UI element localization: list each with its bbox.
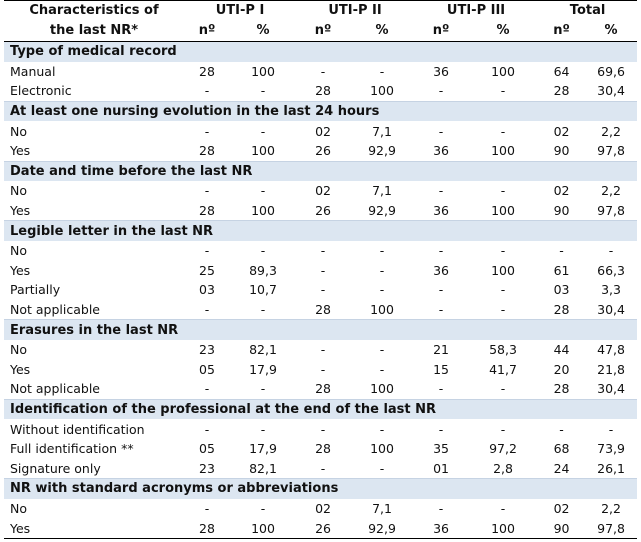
percent-cell: 97,8 bbox=[597, 143, 625, 159]
percent-cell: 82,1 bbox=[249, 460, 277, 476]
count-cell: - bbox=[559, 243, 564, 259]
section-row bbox=[4, 479, 637, 499]
percent-cell: - bbox=[608, 243, 614, 259]
count-cell: - bbox=[438, 243, 444, 259]
count-cell: - bbox=[438, 302, 444, 318]
percent-cell: - bbox=[379, 243, 385, 259]
count-cell: - bbox=[438, 123, 444, 139]
percent-cell: 7,1 bbox=[372, 500, 392, 516]
count-cell: 36 bbox=[433, 262, 449, 278]
row-label: Yes bbox=[10, 361, 31, 377]
count-cell: - bbox=[204, 302, 210, 318]
count-cell: 36 bbox=[433, 203, 449, 219]
count-cell: 36 bbox=[433, 63, 449, 79]
count-cell: 68 bbox=[553, 441, 570, 457]
percent-cell: 3,3 bbox=[601, 282, 621, 298]
row-label: No bbox=[10, 342, 27, 358]
percent-cell: - bbox=[379, 361, 385, 377]
n-header: nº bbox=[414, 21, 468, 42]
percent-cell: - bbox=[500, 183, 506, 199]
table-row bbox=[4, 518, 637, 538]
percent-cell: - bbox=[379, 282, 385, 298]
percent-cell: 100 bbox=[251, 203, 275, 219]
count-cell: 44 bbox=[553, 342, 570, 358]
section-row bbox=[4, 101, 637, 121]
percent-cell: - bbox=[260, 302, 266, 318]
percent-cell: - bbox=[260, 243, 266, 259]
table-row bbox=[4, 261, 637, 281]
count-cell: - bbox=[320, 460, 326, 476]
percent-cell: - bbox=[260, 381, 266, 397]
table-row bbox=[4, 300, 637, 320]
count-cell: 90 bbox=[553, 203, 570, 219]
percent-cell: 7,1 bbox=[372, 183, 392, 199]
results-table bbox=[4, 0, 637, 539]
row-label: No bbox=[10, 500, 27, 516]
table-row bbox=[4, 141, 637, 161]
percent-cell: 100 bbox=[251, 63, 275, 79]
table-row bbox=[4, 379, 637, 399]
count-cell: 28 bbox=[553, 302, 570, 318]
row-label: Not applicable bbox=[10, 302, 100, 318]
count-cell: - bbox=[438, 83, 444, 99]
count-cell: - bbox=[204, 123, 210, 139]
percent-cell: 92,9 bbox=[350, 518, 414, 538]
pct-header: % bbox=[585, 21, 637, 42]
percent-cell: 47,8 bbox=[597, 342, 625, 358]
count-cell: - bbox=[320, 282, 326, 298]
percent-cell: 10,7 bbox=[249, 282, 277, 298]
percent-cell: 100 bbox=[491, 262, 515, 278]
count-cell: 01 bbox=[433, 460, 449, 476]
count-cell: 02 bbox=[553, 183, 570, 199]
section-title: At least one nursing evolution in the last 24 hours bbox=[4, 101, 637, 121]
count-cell: 24 bbox=[553, 460, 570, 476]
percent-cell: 92,9 bbox=[368, 203, 396, 219]
section-title: Type of medical record bbox=[4, 42, 637, 62]
table-row bbox=[4, 280, 637, 300]
percent-cell: 100 bbox=[491, 203, 515, 219]
percent-cell: - bbox=[500, 500, 506, 516]
table-row bbox=[4, 181, 637, 201]
count-cell: 02 bbox=[553, 123, 570, 139]
percent-cell: 89,3 bbox=[249, 262, 277, 278]
count-cell: 23 bbox=[199, 460, 215, 476]
group-header-uti-p-2: UTI-P II bbox=[296, 1, 414, 22]
section-title: NR with standard acronyms or abbreviations bbox=[4, 479, 637, 499]
count-cell: - bbox=[559, 421, 564, 437]
count-cell: 28 bbox=[315, 441, 331, 457]
table-row bbox=[4, 499, 637, 519]
percent-cell: 2,2 bbox=[601, 500, 621, 516]
table-body bbox=[4, 42, 637, 539]
percent-cell: - bbox=[260, 421, 266, 437]
row-label: Partially bbox=[10, 282, 61, 298]
count-cell: 03 bbox=[553, 282, 570, 298]
percent-cell: - bbox=[260, 123, 266, 139]
section-row bbox=[4, 399, 637, 419]
percent-cell: 30,4 bbox=[597, 83, 625, 99]
pct-header: % bbox=[468, 21, 538, 42]
row-label: No bbox=[10, 243, 27, 259]
row-label: Yes bbox=[10, 203, 31, 219]
count-cell: 02 bbox=[315, 500, 331, 516]
count-cell: 28 bbox=[199, 143, 215, 159]
count-cell: 28 bbox=[315, 83, 331, 99]
percent-cell: - bbox=[379, 262, 385, 278]
percent-cell: 58,3 bbox=[489, 342, 517, 358]
percent-cell: - bbox=[500, 123, 506, 139]
percent-cell: 2,8 bbox=[493, 460, 513, 476]
characteristics-header-line2: the last NR* bbox=[4, 21, 184, 42]
count-cell: 25 bbox=[199, 262, 215, 278]
percent-cell: - bbox=[260, 500, 266, 516]
row-label: Manual bbox=[10, 63, 56, 79]
percent-cell: 100 bbox=[370, 302, 394, 318]
row-label: Not applicable bbox=[10, 381, 100, 397]
count-cell: 28 bbox=[315, 381, 331, 397]
count-cell: 26 bbox=[315, 203, 331, 219]
percent-cell: - bbox=[379, 421, 385, 437]
row-label: Without identification bbox=[10, 421, 145, 437]
percent-cell: 100 bbox=[370, 381, 394, 397]
count-cell: 61 bbox=[553, 262, 570, 278]
n-header: nº bbox=[538, 21, 585, 42]
percent-cell: 30,4 bbox=[597, 302, 625, 318]
percent-cell: - bbox=[260, 183, 266, 199]
row-label: Electronic bbox=[10, 83, 72, 99]
row-label: Yes bbox=[10, 143, 31, 159]
percent-cell: - bbox=[608, 421, 614, 437]
percent-cell: 26,1 bbox=[597, 460, 625, 476]
count-cell: 90 bbox=[538, 518, 585, 538]
percent-cell: 66,3 bbox=[597, 262, 625, 278]
count-cell: - bbox=[320, 63, 326, 79]
percent-cell: 7,1 bbox=[372, 123, 392, 139]
count-cell: 28 bbox=[315, 302, 331, 318]
row-label: Full identification ** bbox=[10, 441, 134, 457]
percent-cell: 100 bbox=[230, 518, 296, 538]
section-title: Identification of the professional at the end of the last NR bbox=[4, 399, 637, 419]
n-header: nº bbox=[296, 21, 350, 42]
count-cell: 90 bbox=[553, 143, 570, 159]
section-row bbox=[4, 320, 637, 340]
percent-cell: - bbox=[500, 83, 506, 99]
row-label: Yes bbox=[10, 262, 31, 278]
percent-cell: 100 bbox=[370, 83, 394, 99]
table-header bbox=[4, 1, 637, 42]
characteristics-header-line1: Characteristics of bbox=[4, 1, 184, 22]
percent-cell: 100 bbox=[491, 143, 515, 159]
row-label: No bbox=[10, 123, 27, 139]
count-cell: 36 bbox=[414, 518, 468, 538]
count-cell: - bbox=[438, 282, 444, 298]
pct-header: % bbox=[350, 21, 414, 42]
table-row bbox=[4, 360, 637, 380]
count-cell: - bbox=[204, 183, 210, 199]
row-label: Signature only bbox=[10, 460, 101, 476]
count-cell: - bbox=[438, 183, 444, 199]
table-row bbox=[4, 340, 637, 360]
count-cell: - bbox=[204, 500, 210, 516]
count-cell: 23 bbox=[199, 342, 215, 358]
percent-cell: - bbox=[500, 381, 506, 397]
percent-cell: 97,2 bbox=[489, 441, 517, 457]
section-title: Date and time before the last NR bbox=[4, 161, 637, 181]
count-cell: - bbox=[438, 500, 444, 516]
count-cell: 28 bbox=[553, 381, 570, 397]
section-title: Legible letter in the last NR bbox=[4, 221, 637, 241]
group-header-uti-p-3: UTI-P III bbox=[414, 1, 538, 22]
percent-cell: - bbox=[500, 421, 506, 437]
count-cell: - bbox=[320, 361, 326, 377]
count-cell: 26 bbox=[296, 518, 350, 538]
percent-cell: 30,4 bbox=[597, 381, 625, 397]
percent-cell: 2,2 bbox=[601, 183, 621, 199]
count-cell: - bbox=[320, 262, 326, 278]
percent-cell: 73,9 bbox=[597, 441, 625, 457]
count-cell: 05 bbox=[199, 361, 215, 377]
group-header-total: Total bbox=[538, 1, 637, 22]
percent-cell: - bbox=[500, 243, 506, 259]
count-cell: - bbox=[204, 83, 210, 99]
percent-cell: 100 bbox=[468, 518, 538, 538]
count-cell: 64 bbox=[553, 63, 570, 79]
section-row bbox=[4, 161, 637, 181]
section-row bbox=[4, 221, 637, 241]
group-header-uti-p-1: UTI-P I bbox=[184, 1, 296, 22]
count-cell: 15 bbox=[433, 361, 449, 377]
percent-cell: 17,9 bbox=[249, 441, 277, 457]
percent-cell: 17,9 bbox=[249, 361, 277, 377]
section-row bbox=[4, 42, 637, 62]
percent-cell: - bbox=[500, 282, 506, 298]
count-cell: 20 bbox=[553, 361, 570, 377]
percent-cell: - bbox=[379, 460, 385, 476]
percent-cell: 97,8 bbox=[585, 518, 637, 538]
count-cell: 02 bbox=[315, 183, 331, 199]
count-cell: 28 bbox=[184, 518, 230, 538]
count-cell: 28 bbox=[553, 83, 570, 99]
percent-cell: - bbox=[379, 342, 385, 358]
table-row bbox=[4, 201, 637, 221]
count-cell: 02 bbox=[315, 123, 331, 139]
count-cell: 02 bbox=[553, 500, 570, 516]
percent-cell: 100 bbox=[370, 441, 394, 457]
count-cell: - bbox=[320, 421, 326, 437]
percent-cell: - bbox=[379, 63, 385, 79]
count-cell: - bbox=[438, 421, 444, 437]
percent-cell: 100 bbox=[491, 63, 515, 79]
table-row bbox=[4, 419, 637, 439]
pct-header: % bbox=[230, 21, 296, 42]
percent-cell: 92,9 bbox=[368, 143, 396, 159]
percent-cell: 97,8 bbox=[597, 203, 625, 219]
count-cell: - bbox=[438, 381, 444, 397]
percent-cell: - bbox=[500, 302, 506, 318]
section-title: Erasures in the last NR bbox=[4, 320, 637, 340]
table-row bbox=[4, 241, 637, 261]
count-cell: - bbox=[320, 243, 326, 259]
table-row bbox=[4, 62, 637, 82]
count-cell: 36 bbox=[433, 143, 449, 159]
count-cell: 35 bbox=[433, 441, 449, 457]
table-row bbox=[4, 81, 637, 101]
n-header: nº bbox=[184, 21, 230, 42]
percent-cell: 82,1 bbox=[249, 342, 277, 358]
row-label: No bbox=[10, 183, 27, 199]
percent-cell: 2,2 bbox=[601, 123, 621, 139]
count-cell: 05 bbox=[199, 441, 215, 457]
percent-cell: 69,6 bbox=[597, 63, 625, 79]
percent-cell: 21,8 bbox=[597, 361, 625, 377]
count-cell: - bbox=[204, 243, 210, 259]
table-row bbox=[4, 121, 637, 141]
count-cell: 28 bbox=[199, 63, 215, 79]
count-cell: 28 bbox=[199, 203, 215, 219]
table-row bbox=[4, 439, 637, 459]
count-cell: - bbox=[204, 421, 210, 437]
count-cell: 21 bbox=[433, 342, 449, 358]
count-cell: - bbox=[320, 342, 326, 358]
percent-cell: 41,7 bbox=[489, 361, 517, 377]
percent-cell: - bbox=[260, 83, 266, 99]
table-row bbox=[4, 458, 637, 478]
count-cell: 26 bbox=[315, 143, 331, 159]
count-cell: 03 bbox=[199, 282, 215, 298]
percent-cell: 100 bbox=[251, 143, 275, 159]
count-cell: - bbox=[204, 381, 210, 397]
row-label: Yes bbox=[4, 518, 184, 538]
